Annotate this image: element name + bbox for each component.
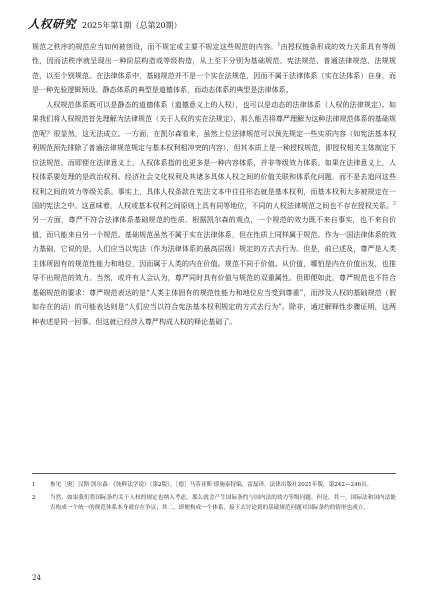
running-header xyxy=(28,16,399,32)
footnotes xyxy=(32,480,396,517)
footnote-ref-1[interactable]: 1 xyxy=(277,42,281,48)
paragraph-2-rest: 另一方面，尊严不符合法律体系基础规范的性质。根据凯尔森的观点，一个规范的效力既不来自事实，也不来自价值，而只能来自另一个规范。基础规范虽然不属于实在法律体系，但在性质上同样属于规范。作为一国法律体系的效力基础，它说的是，人们应当以宪法（作为法律体系的最高层级）规定的方式去行为。但是，前已述及，尊严是人类主体所固有的规范性能力和地位，因而属于人类的内在价值。规范不同于价值。从价值，哪怕是内在价值出发，也推导不出规范的效力。当然，或许有人会认为，尊严同时具有价值与规范的双重属性。但即便如此，尊严规范也不符合基础规范的要求：尊严规范表达的是“人类主体固有的规范性能力和地位应当受到尊重”，而涉及人权的基础规范（假如存在的话）的可能表达则是“人们应当以符合宪法基本权利规定的方式去行为”。除非，通过解释性步骤证明，这两种表述是同一回事。但这就已经涉入尊严构成人权的释论基础了。 xyxy=(32,215,396,326)
footnote-ref-2[interactable]: 2 xyxy=(393,201,396,207)
footnote-text: 当然，如果我们将国际条约关于人权的规定也纳入考虑，那么就会产生国际条约与国内法的效力等级问题。但是，其一，国际法和国内法能否构成一个统一的规范体系本身就存在争议；其二，即便构成一个体系，接下去讨论到的基础规范问题对国际条约的情形也成立。 xyxy=(50,495,396,512)
footnote-number: 1 xyxy=(32,482,36,488)
paragraph-1 xyxy=(32,40,396,98)
footnote-2 xyxy=(32,493,396,513)
paragraph-2 xyxy=(32,98,396,329)
journal-name: 人权研究 xyxy=(28,17,76,31)
footnote-number: 2 xyxy=(32,495,36,502)
paragraph-1-rest: 由授权链条形成的效力关系具有等级性，因而法秩序就呈现出一种阶层构造或等级构造，从上至下分别为基础规范、宪法规范、普通法律规范、法规规范，以至个别规范。在法律体系中，基础规范并不是一个实在法规范，因而不属于法律体系（实在法体系）自身，而是一种先验逻辑预设。静态体系的典型是道德体系，而动态体系的典型是法律体系。 xyxy=(32,42,396,95)
page-number: 24 xyxy=(32,574,41,582)
article-body xyxy=(32,40,396,329)
footnote-divider xyxy=(32,473,396,474)
footnote-1 xyxy=(32,480,396,490)
paragraph-1-text: 规范之秩序的规范应当如何被创设，而不规定或主要不规定这些规范的内容。 xyxy=(32,42,278,51)
paragraph-2-text: 人权规范体系既可以是静态的道德体系（道德意义上的人权），也可以是动态的法律体系（人权的法律规定）。如果我们将人权规范首先理解为法律规范（关于人权的实在法规定），那么能否将尊严理解为这种法律规范体系的基础规范呢？很显然，这无法成立。一方面，在凯尔森看来，虽然上位法律规范可以预先规定一些实质内容（如宪法基本权利规范预先排除了普通法律规范规定与基本权利相冲突的内容），但其本质上是一种授权规范，即授权相关主体制定下位法规范。而即便在法律意义上，人权体系指的也更多是一种内容体系，并非等级效力体系。如果在法律意义上，人权体系要处理的是政治权利、经济社会文化权利及其诸多具体人权之间的价值关联和体系化问题，而不是去追问这些权利之间的效力等级关系。事实上，具体人权条款在宪法文本中往往形态就是基本权利，而基本权利大多被规定在一国的宪法之中。这意味着，人权或基本权利之间原则上具有同等地位，不同的人权法律规范之间也不存在授权关系。 xyxy=(32,99,396,210)
footnote-text: 参见［奥］汉斯·凯尔森：《纯粹法学说》（第2版），［德］马蒂亚斯·耶施泰特编，雷磊译，法律出版社2021年版，第242—246页。 xyxy=(50,482,373,488)
issue-info: 2025年第1期（总第20期） xyxy=(82,21,182,30)
